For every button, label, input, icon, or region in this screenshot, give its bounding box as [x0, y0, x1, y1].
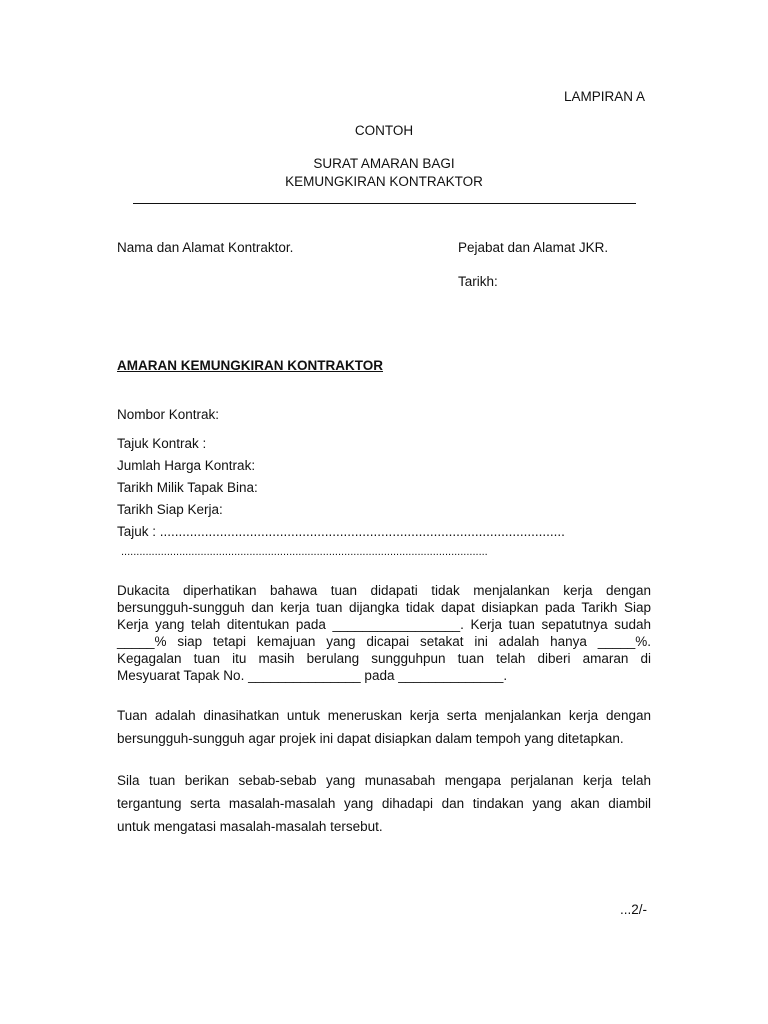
contractor-address-label: Nama dan Alamat Kontraktor. [117, 240, 294, 255]
paragraph-line: Tuan adalah dinasihatkan untuk meneruskan kerja serta menjalankan kerja dengan [117, 708, 651, 723]
letter-title-line1: SURAT AMARAN BAGI [313, 156, 455, 171]
page-continuation-marker: ...2/- [620, 902, 648, 917]
title-divider [133, 203, 636, 204]
contract-sum-field: Jumlah Harga Kontrak: [117, 458, 256, 473]
paragraph-line: Kegagalan tuan itu masih berulang sungguhpun tuan telah diberi amaran di [117, 651, 651, 666]
title-field-line2: ........................................................................................................................ [121, 546, 488, 558]
subject-heading: AMARAN KEMUNGKIRAN KONTRAKTOR [117, 358, 383, 373]
paragraph-line: Sila tuan berikan sebab-sebab yang munasabah mengapa perjalanan kerja telah [117, 773, 651, 788]
paragraph-advice [117, 708, 651, 754]
contract-title-field: Tajuk Kontrak : [117, 436, 207, 451]
paragraph-line: tergantung serta masalah-masalah yang dihadapi dan tindakan yang akan diambil [117, 796, 651, 811]
paragraph-line: bersungguh-sungguh agar projek ini dapat disiapkan dalam tempoh yang ditetapkan. [117, 731, 624, 746]
completion-date-field: Tarikh Siap Kerja: [117, 502, 223, 517]
paragraph-line: untuk mengatasi masalah-masalah tersebut. [117, 819, 383, 834]
paragraph-line: bersungguh-sungguh dan kerja tuan dijangka tidak dapat disiapkan pada Tarikh Siap [117, 600, 651, 615]
paragraph-line: _____% siap tetapi kemajuan yang dicapai setakat ini adalah hanya _____%. [117, 634, 651, 649]
paragraph-request-reasons [117, 773, 651, 842]
letter-title-line2: KEMUNGKIRAN KONTRAKTOR [285, 174, 483, 189]
contract-number-field: Nombor Kontrak: [117, 407, 220, 422]
paragraph-delay-notice [117, 583, 651, 685]
appendix-label: LAMPIRAN A [564, 89, 646, 104]
paragraph-line: Kerja yang telah ditentukan pada _________________. Kerja tuan sepatutnya sudah [117, 617, 651, 632]
office-address-label: Pejabat dan Alamat JKR. [458, 240, 609, 255]
title-field-line1: Tajuk : ............................................................................................................ [117, 524, 565, 539]
date-label: Tarikh: [458, 274, 498, 289]
paragraph-line: Mesyuarat Tapak No. _______________ pada ______________. [117, 668, 508, 683]
sample-label: CONTOH [354, 123, 414, 138]
paragraph-line: Dukacita diperhatikan bahawa tuan didapati tidak menjalankan kerja dengan [117, 583, 651, 598]
site-possession-field: Tarikh Milik Tapak Bina: [117, 480, 258, 495]
